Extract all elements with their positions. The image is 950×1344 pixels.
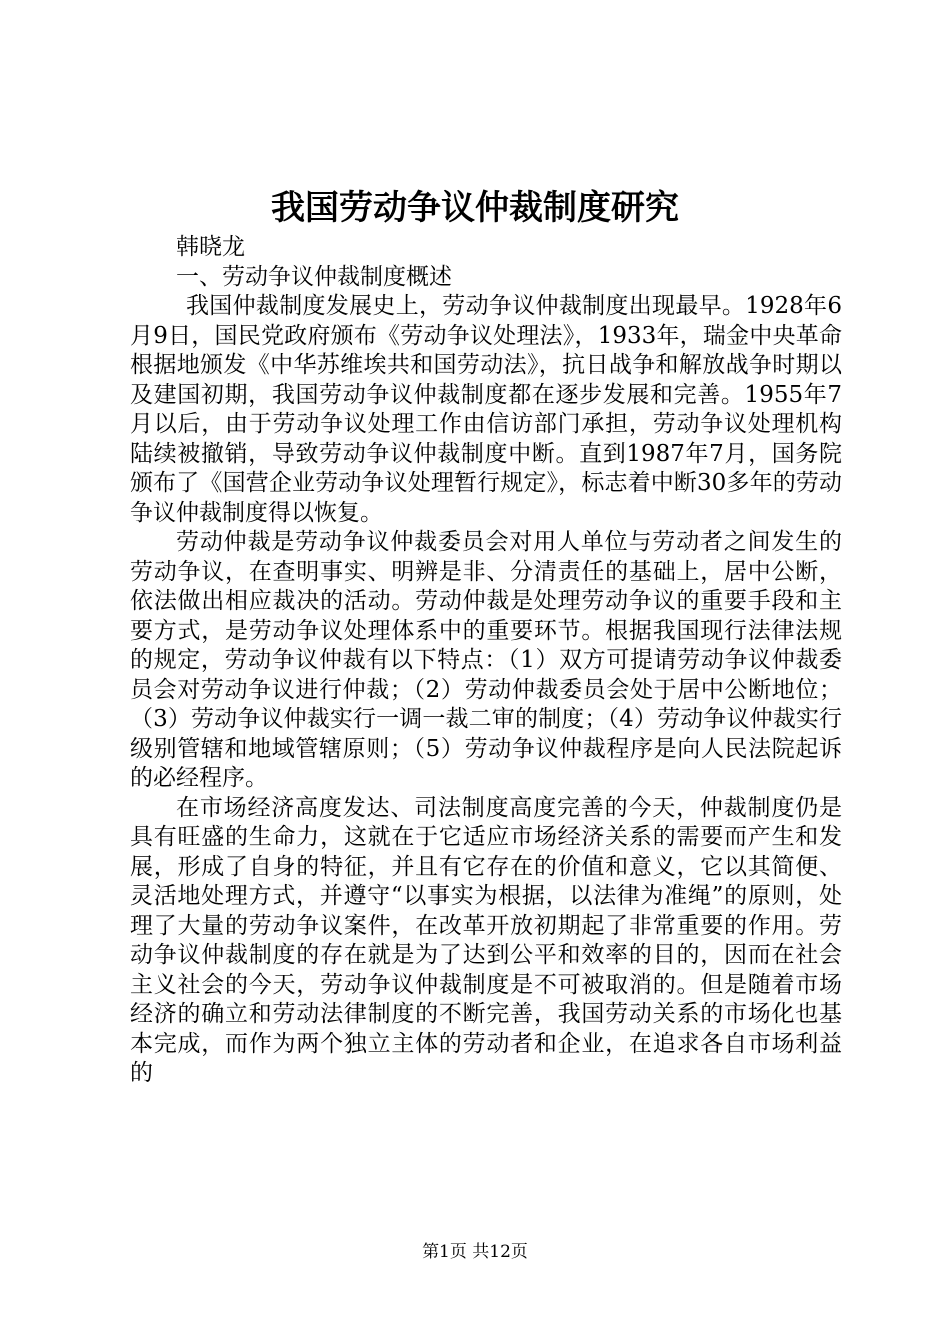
paragraph-1: 我国仲裁制度发展史上，劳动争议仲裁制度出现最早。1928年6月9日，国民党政府颁布《劳动争议处理法》，1933年，瑞金中央革命根据地颁发《中华苏维埃共和国劳动法》，抗日战争和解放战争时期以及建国初期，我国劳动争议仲裁制度都在逐步发展和完善。1955年7月以后，由于劳动争议处理工作由信访部门承担，劳动争议处理机构陆续被撤销，导致劳动争议仲裁制度中断。直到1987年7月，国务院颁布了《国营企业劳动争议处理暂行规定》，标志着中断30多年的劳动争议仲裁制度得以恢复。: [130, 293, 842, 526]
document-title: 我国劳动争议仲裁制度研究: [271, 188, 679, 228]
paragraph-3: 在市场经济高度发达、司法制度高度完善的今天，仲裁制度仍是具有旺盛的生命力，这就在于它适应市场经济关系的需要而产生和发展，形成了自身的特征，并且有它存在的价值和意义，它以其简便、灵活地处理方式，并遵守“以事实为根据，以法律为准绳”的原则，处理了大量的劳动争议案件，在改革开放初期起了非常重要的作用。劳动争议仲裁制度的存在就是为了达到公平和效率的目的，因而在社会主义社会的今天，劳动争议仲裁制度是不可被取消的。但是随着市场经济的确立和劳动法律制度的不断完善，我国劳动关系的市场化也基本完成，而作为两个独立主体的劳动者和企业，在追求各自市场利益的: [130, 794, 842, 1086]
paragraph-2: 劳动仲裁是劳动争议仲裁委员会对用人单位与劳动者之间发生的劳动争议，在查明事实、明辨是非、分清责任的基础上，居中公断，依法做出相应裁决的活动。劳动仲裁是处理劳动争议的重要手段和主要方式，是劳动争议处理体系中的重要环节。根据我国现行法律法规的规定，劳动争议仲裁有以下特点：（1）双方可提请劳动争议仲裁委员会对劳动争议进行仲裁；（2）劳动仲裁委员会处于居中公断地位；（3）劳动争议仲裁实行一调一裁二审的制度；（4）劳动争议仲裁实行级别管辖和地域管辖原则；（5）劳动争议仲裁程序是向人民法院起诉的必经程序。: [130, 529, 842, 791]
page-footer: 第1页 共12页: [422, 1242, 528, 1262]
document-body: [130, 233, 842, 1089]
section-heading: 一、劳动争议仲裁制度概述: [176, 263, 452, 290]
author-name: 韩晓龙: [176, 234, 245, 260]
